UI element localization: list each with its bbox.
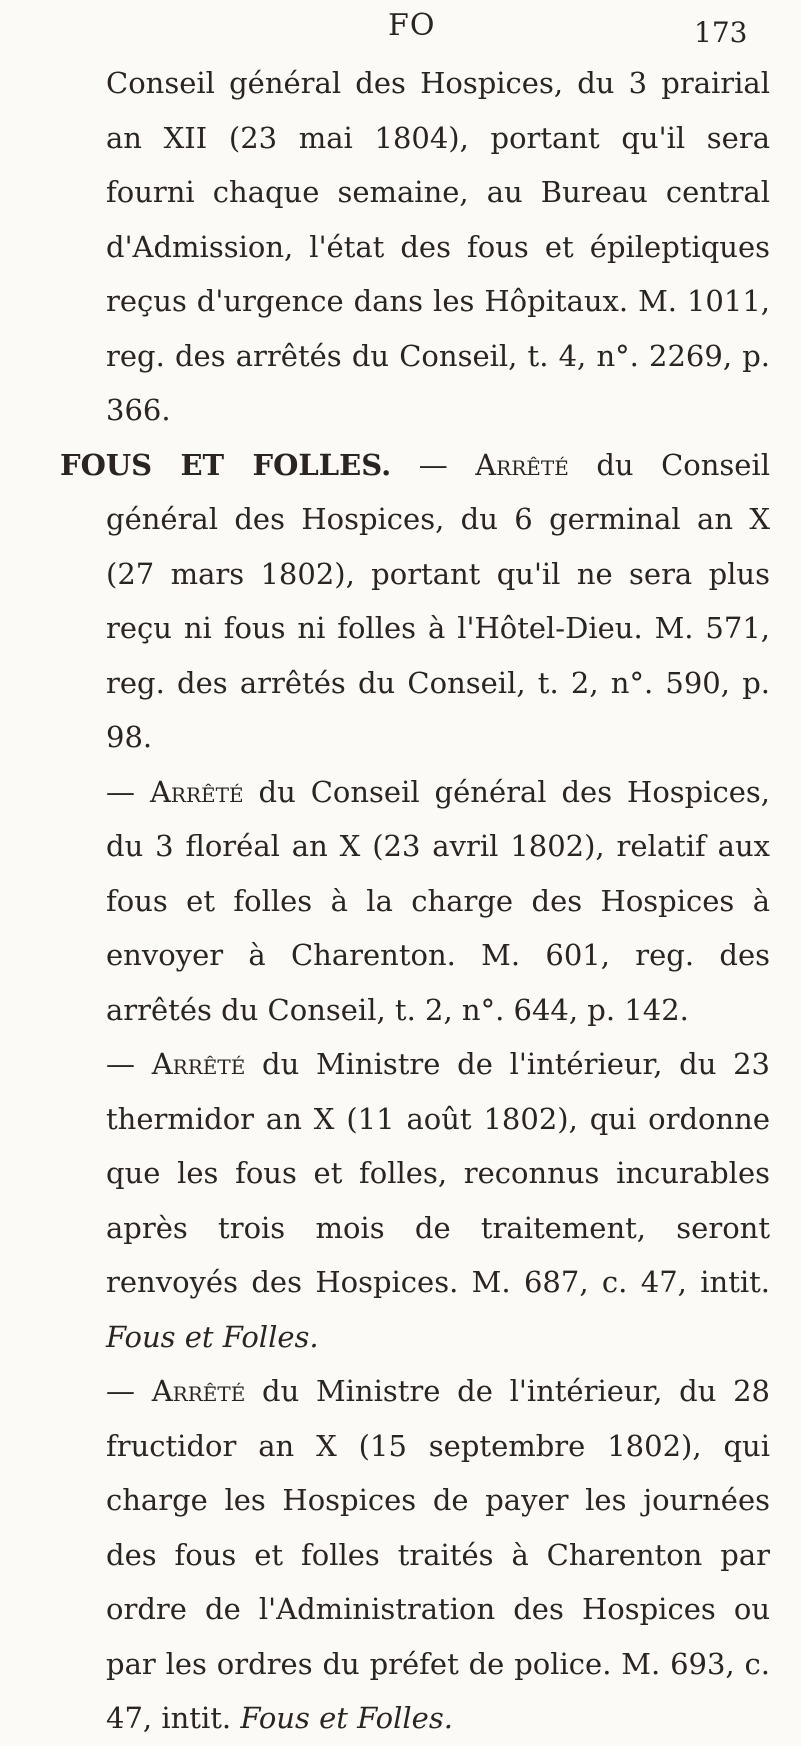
paragraph-text: Conseil général des Hospices, du 3 prairial an XII (23 mai 1804), portant qu'il sera fourni chaque semaine, au Bureau central d'Admission, l'état des fous et épileptiques reçus d'urgence dans les Hôpitaux. M. 1011, reg. des arrêtés du Conseil, t. 4, n°. 2269, p. 366. [106, 66, 770, 427]
sub-entry [106, 1037, 770, 1364]
dash-marker: — [106, 1374, 135, 1408]
dash-marker: — [106, 774, 135, 809]
page-header [0, 6, 801, 50]
entry-lead: Arrêté [151, 1047, 246, 1081]
entry-lead: Arrêté [151, 1374, 246, 1408]
sub-entry [106, 1364, 770, 1746]
page-number: 173 [694, 16, 748, 49]
entry-heading: FOUS ET FOLLES. [60, 447, 392, 482]
entry-fous-et-folles: FOUS ET FOLLES. — Arrêté du Conseil général des Hospices, du 6 germinal an X (27 mars 1802), portant qu'il ne sera plus reçu ni fous ni folles à l'Hôtel-Dieu. M. 571, reg. des arrêtés du Conseil, t. 2, n°. 590, p. 98. [60, 447, 770, 754]
paragraph-text: du Conseil général des Hospices, du 3 floréal an X (23 avril 1802), relatif aux fous et folles à la charge des Hospices à envoyer à Charenton. M. 601, reg. des arrêtés du Conseil, t. 2, n°. 644, p. 142. [106, 774, 771, 1027]
paragraph-text: du Ministre de l'intérieur, du 23 thermidor an X (11 août 1802), qui ordonne que les fous et folles, reconnus incurables après trois mois de traitement, seront renvoyés des Hospices. M. 687, c. 47, intit. [106, 1047, 770, 1299]
italic-title: Fous et Folles. [240, 1701, 453, 1735]
paragraph-text: du Conseil général des Hospices, du 6 germinal an X (27 mars 1802), portant qu'il ne sera plus reçu ni fous ni folles à l'Hôtel-Dieu. M. 571, reg. des arrêtés du Conseil, t. 2, n°. 590, p. 98. [106, 447, 770, 754]
body-text [60, 56, 770, 1746]
entry-lead: Arrêté [149, 774, 244, 809]
sub-entry [106, 765, 770, 1038]
dash-marker: — [106, 1047, 135, 1081]
paragraph-continuation [106, 56, 770, 438]
running-head: FO [388, 8, 436, 43]
italic-title: Fous et Folles. [106, 1319, 319, 1354]
paragraph-text: du Ministre de l'intérieur, du 28 fructidor an X (15 septembre 1802), qui charge les Hospices de payer les journées des fous et folles traités à Charenton par ordre de l'Administration des Hospices ou par les ordres du préfet de police. M. 693, c. 47, intit. [106, 1374, 770, 1735]
entry-lead: Arrêté [475, 447, 569, 482]
